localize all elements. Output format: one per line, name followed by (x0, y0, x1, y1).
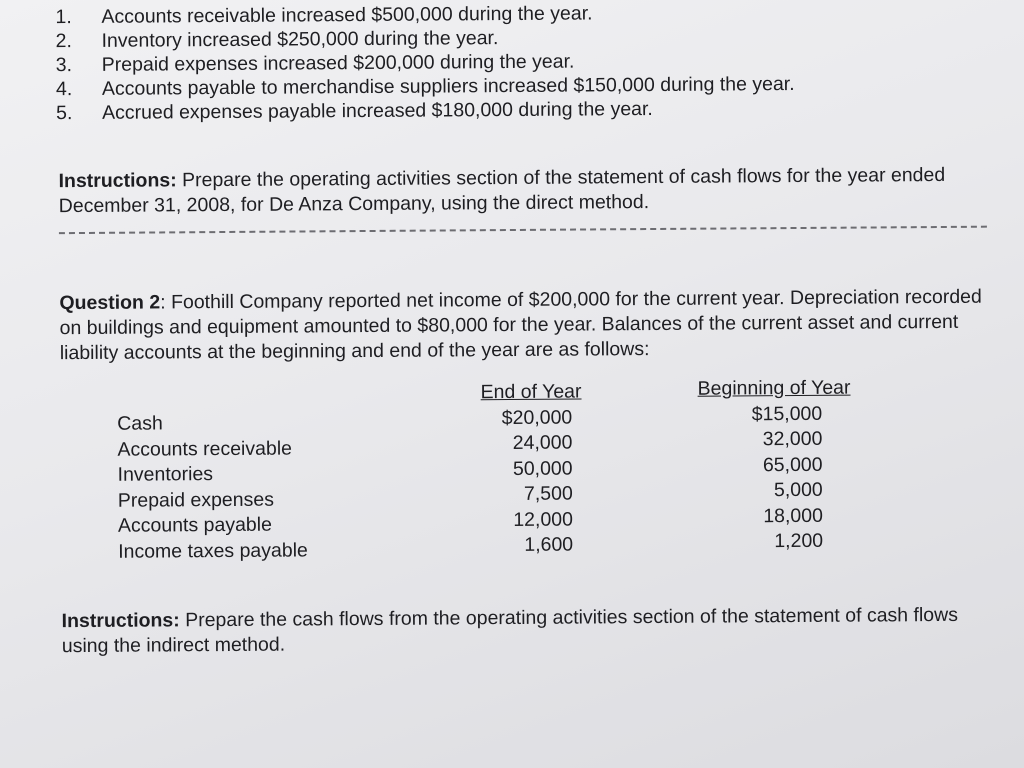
account-name: Prepaid expenses (117, 488, 274, 512)
list-item-text: Accrued expenses payable increased $180,000 during the year. (102, 98, 653, 124)
list-item-text: Accounts receivable increased $500,000 during the year. (101, 2, 593, 28)
end-of-year-value: $20,000 (501, 406, 573, 429)
end-of-year-value: 7,500 (523, 482, 573, 505)
instructions-indirect-method (62, 602, 982, 658)
list-item-number: 2. (55, 30, 72, 53)
instructions-text: Prepare the operating activities section of the statement of cash flows for the year ended December 31, 2008, for De Anza Company, using the direct method. (58, 163, 946, 217)
beginning-of-year-value: $15,000 (751, 402, 823, 425)
end-of-year-value: 24,000 (512, 431, 573, 454)
list-item-number: 1. (55, 6, 72, 29)
account-name: Cash (117, 412, 163, 435)
beginning-of-year-value: 18,000 (763, 504, 824, 527)
changes-list (55, 0, 795, 125)
end-of-year-column (470, 379, 593, 558)
list-item-text: Prepaid expenses increased $200,000 during the year. (101, 50, 575, 76)
list-item-number: 5. (56, 102, 73, 125)
account-name: Inventories (117, 463, 214, 486)
end-of-year-value: 12,000 (513, 508, 574, 531)
beginning-of-year-column (686, 376, 863, 556)
instructions-text: Prepare the cash flows from the operating activities section of the statement of cash flows using the indirect method. (61, 603, 959, 657)
beginning-of-year-header: Beginning of Year (697, 376, 851, 400)
beginning-of-year-value: 65,000 (762, 453, 823, 476)
account-names-column (117, 410, 308, 564)
account-name: Accounts payable (117, 513, 272, 537)
question-body: : Foothill Company reported net income of $200,000 for the current year. Depreciation recorded on buildings and equipment amounted to $80,000 for the year. Balances of the current asset and current liability accounts at the beginning and end of the year are as follows: (59, 285, 982, 364)
beginning-of-year-value: 32,000 (762, 427, 823, 451)
question-2-text (59, 284, 995, 366)
end-of-year-header: End of Year (480, 380, 582, 404)
list-item-number: 3. (55, 54, 73, 77)
list-item-text: Accounts payable to merchandise suppliers increased $150,000 during the year. (101, 73, 795, 100)
list-item-text: Inventory increased $250,000 during the year. (101, 27, 499, 52)
section-divider (59, 226, 987, 234)
question-label: Question 2 (59, 290, 161, 314)
list-item (56, 96, 795, 125)
list-item-number: 4. (55, 78, 73, 101)
end-of-year-value: 1,600 (524, 533, 574, 556)
instructions-label: Instructions: (58, 168, 177, 192)
instructions-direct-method (58, 162, 998, 219)
end-of-year-value: 50,000 (512, 457, 573, 480)
beginning-of-year-value: 5,000 (773, 478, 823, 502)
instructions-label: Instructions: (61, 608, 180, 632)
beginning-of-year-value: 1,200 (774, 529, 824, 553)
account-name: Income taxes payable (118, 538, 308, 563)
account-name: Accounts receivable (117, 437, 293, 461)
